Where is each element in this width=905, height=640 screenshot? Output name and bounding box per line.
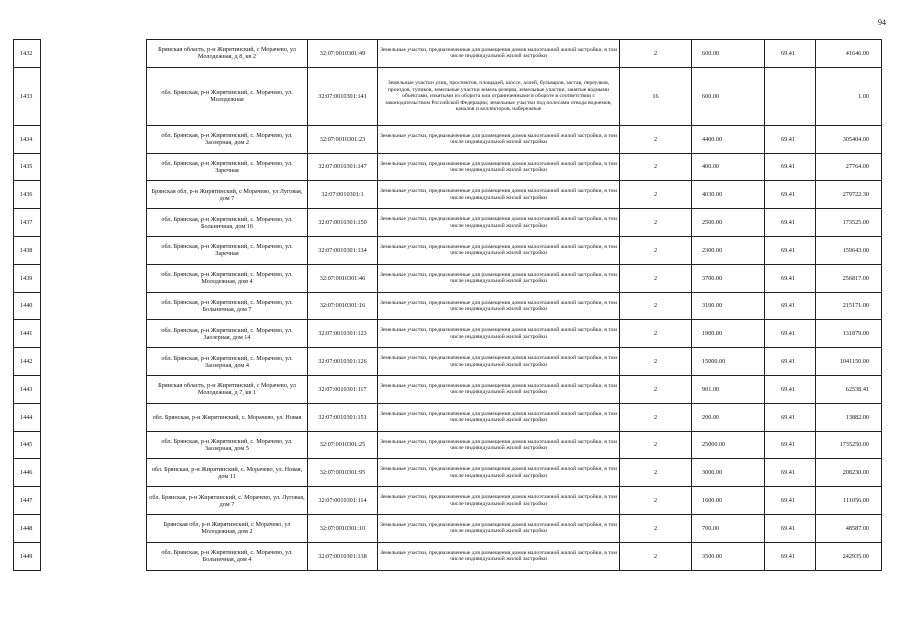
address-cell: обл. Брянская, р-н Жирятинский, с. Морачево, ул. Больничная, дом 16 [147, 209, 308, 237]
row-number-cell: 1432 [14, 40, 41, 68]
cadastral-value-cell: 41646.00 [816, 40, 882, 68]
land-use-cell: Земельные участки, предназначенные для размещения домов малоэтажной жилой застройки, в том числе индивидуальной жилой застройки [378, 40, 620, 68]
cadastral-value-cell: 13882.00 [816, 403, 882, 431]
table-row [14, 431, 882, 459]
table-row [14, 292, 882, 320]
address-cell: обл. Брянская, р-н Жирятинский, с. Морачево, ул. Новая, дом 11 [147, 459, 308, 487]
unit-value-cell: 69.41 [765, 125, 816, 153]
cadastral-value-cell: 279722.30 [816, 181, 882, 209]
spacer-cell [41, 125, 147, 153]
address-cell: обл. Брянская, р-н Жирятинский, с. Морачево, ул. Заозерная, дом 5 [147, 431, 308, 459]
cadastral-number-cell: 32:07:0010301:23 [308, 125, 378, 153]
use-group-code-cell: 2 [620, 403, 692, 431]
cadastral-number-cell: 32:07:0010301:150 [308, 209, 378, 237]
row-number-cell: 1438 [14, 236, 41, 264]
address-cell: обл. Брянская, р-н Жирятинский, с. Морачево, ул. Больничная, дом 4 [147, 542, 308, 570]
use-group-code-cell: 2 [620, 153, 692, 181]
cadastral-number-cell: 32:07:0010301:95 [308, 459, 378, 487]
use-group-code-cell: 2 [620, 542, 692, 570]
spacer-cell [41, 67, 147, 125]
row-number-cell: 1441 [14, 320, 41, 348]
land-use-cell: Земельные участки улиц, проспектов, площадей, шоссе, аллей, бульваров, застав, переулков, проездов, тупиков, земельные участки земель резерва, земельные участки, занятые водными объектами, изъятыми из оборота или ограниченными в обороте в соответствии с законодательством Российской Федерации; земельные участки под полосами отвода водоемов, каналов и коллекторов, набережные [378, 67, 620, 125]
cadastral-number-cell: 32:07:0010301:46 [308, 264, 378, 292]
cadastral-value-cell: 1735250.00 [816, 431, 882, 459]
table-row [14, 236, 882, 264]
spacer-cell [41, 403, 147, 431]
row-number-cell: 1433 [14, 67, 41, 125]
table-row [14, 67, 882, 125]
land-use-cell: Земельные участки, предназначенные для размещения домов малоэтажной жилой застройки, в том числе индивидуальной жилой застройки [378, 431, 620, 459]
address-cell: Брянская область, р-н Жирятинский, с Морачево, ул Молодежная, д 7, кв 1 [147, 375, 308, 403]
cadastral-number-cell: 32:07:0010301:147 [308, 153, 378, 181]
cadastral-value-cell: 173525.00 [816, 209, 882, 237]
row-number-cell: 1437 [14, 209, 41, 237]
table-row [14, 459, 882, 487]
use-group-code-cell: 2 [620, 264, 692, 292]
row-number-cell: 1446 [14, 459, 41, 487]
spacer-cell [41, 514, 147, 542]
address-cell: обл. Брянская, р-н Жирятинский, с. Морачево, ул. Молодежная [147, 67, 308, 125]
area-cell: 700.00 [692, 514, 765, 542]
table-row [14, 375, 882, 403]
row-number-cell: 1449 [14, 542, 41, 570]
use-group-code-cell: 2 [620, 487, 692, 515]
row-number-cell: 1447 [14, 487, 41, 515]
cadastral-number-cell: 32:07:0010301:49 [308, 40, 378, 68]
land-use-cell: Земельные участки, предназначенные для размещения домов малоэтажной жилой застройки, в том числе индивидуальной жилой застройки [378, 514, 620, 542]
unit-value-cell: 69.41 [765, 403, 816, 431]
cadastral-value-cell: 208230.00 [816, 459, 882, 487]
cadastral-number-cell: 32:07:0010301:123 [308, 320, 378, 348]
area-cell: 3100.00 [692, 292, 765, 320]
area-cell: 3500.00 [692, 542, 765, 570]
row-number-cell: 1439 [14, 264, 41, 292]
unit-value-cell: 69.41 [765, 209, 816, 237]
unit-value-cell: 69.41 [765, 459, 816, 487]
table-row [14, 40, 882, 68]
use-group-code-cell: 2 [620, 320, 692, 348]
cadastral-value-cell: 62538.41 [816, 375, 882, 403]
spacer-cell [41, 348, 147, 376]
area-cell: 1900.00 [692, 320, 765, 348]
use-group-code-cell: 2 [620, 292, 692, 320]
cadastral-number-cell: 32:07:0010301:141 [308, 67, 378, 125]
area-cell: 3000.00 [692, 459, 765, 487]
cadastral-value-cell: 48587.00 [816, 514, 882, 542]
use-group-code-cell: 2 [620, 181, 692, 209]
spacer-cell [41, 153, 147, 181]
table-row [14, 264, 882, 292]
address-cell: обл. Брянская, р-н Жирятинский, с. Морачево, ул. Заречная [147, 236, 308, 264]
use-group-code-cell: 2 [620, 514, 692, 542]
area-cell: 4400.00 [692, 125, 765, 153]
spacer-cell [41, 209, 147, 237]
row-number-cell: 1444 [14, 403, 41, 431]
table-row [14, 348, 882, 376]
unit-value-cell: 69.41 [765, 153, 816, 181]
land-use-cell: Земельные участки, предназначенные для размещения домов малоэтажной жилой застройки, в том числе индивидуальной жилой застройки [378, 125, 620, 153]
row-number-cell: 1442 [14, 348, 41, 376]
cadastral-number-cell: 32:07:0010301:25 [308, 431, 378, 459]
row-number-cell: 1436 [14, 181, 41, 209]
unit-value-cell: 69.41 [765, 487, 816, 515]
row-number-cell: 1445 [14, 431, 41, 459]
table-row [14, 153, 882, 181]
page-number: 94 [878, 18, 886, 27]
address-cell: обл. Брянская, р-н Жирятинский, с. Морачево, ул. Заозерная, дом 14 [147, 320, 308, 348]
table-row [14, 514, 882, 542]
table-row [14, 209, 882, 237]
area-cell: 1600.00 [692, 487, 765, 515]
area-cell: 901.00 [692, 375, 765, 403]
cadastral-value-cell: 305404.00 [816, 125, 882, 153]
cadastral-number-cell: 32:07:0010301:134 [308, 236, 378, 264]
area-cell: 15000.00 [692, 348, 765, 376]
table-row [14, 181, 882, 209]
area-cell: 600.00 [692, 40, 765, 68]
area-cell: 2300.00 [692, 236, 765, 264]
table-row [14, 320, 882, 348]
land-use-cell: Земельные участки, предназначенные для размещения домов малоэтажной жилой застройки, в том числе индивидуальной жилой застройки [378, 375, 620, 403]
area-cell: 25000.00 [692, 431, 765, 459]
spacer-cell [41, 431, 147, 459]
use-group-code-cell: 2 [620, 236, 692, 264]
cadastral-value-cell: 215171.00 [816, 292, 882, 320]
spacer-cell [41, 264, 147, 292]
use-group-code-cell: 2 [620, 375, 692, 403]
area-cell: 200.00 [692, 403, 765, 431]
cadastral-number-cell: 32:07:0010301:126 [308, 348, 378, 376]
cadastral-number-cell: 32:07:0010301:1 [308, 181, 378, 209]
address-cell: обл. Брянская, р-н Жирятинский, с. Морачево, ул. Новая [147, 403, 308, 431]
area-cell: 3700.00 [692, 264, 765, 292]
address-cell: обл. Брянская, р-н Жирятинский, с. Морачево, ул. Заречная [147, 153, 308, 181]
use-group-code-cell: 16 [620, 67, 692, 125]
use-group-code-cell: 2 [620, 209, 692, 237]
cadastral-value-cell: 242935.00 [816, 542, 882, 570]
unit-value-cell: 69.41 [765, 514, 816, 542]
use-group-code-cell: 2 [620, 125, 692, 153]
row-number-cell: 1434 [14, 125, 41, 153]
unit-value-cell: 69.41 [765, 264, 816, 292]
address-cell: обл. Брянская, р-н Жирятинский, с. Морачево, ул. Луговая, дом 7 [147, 487, 308, 515]
cadastral-value-cell: 159643.00 [816, 236, 882, 264]
spacer-cell [41, 459, 147, 487]
unit-value-cell: 69.41 [765, 431, 816, 459]
cadastral-number-cell: 32:07:0010301:114 [308, 487, 378, 515]
table-body [14, 40, 882, 571]
row-number-cell: 1440 [14, 292, 41, 320]
cadastral-value-cell: 27764.00 [816, 153, 882, 181]
unit-value-cell [765, 67, 816, 125]
cadastral-number-cell: 32:07:0010301:117 [308, 375, 378, 403]
land-use-cell: Земельные участки, предназначенные для размещения домов малоэтажной жилой застройки, в том числе индивидуальной жилой застройки [378, 292, 620, 320]
land-use-cell: Земельные участки, предназначенные для размещения домов малоэтажной жилой застройки, в том числе индивидуальной жилой застройки [378, 153, 620, 181]
cadastral-number-cell: 32:07:0010301:16 [308, 292, 378, 320]
cadastral-value-cell: 1041150.00 [816, 348, 882, 376]
spacer-cell [41, 292, 147, 320]
land-use-cell: Земельные участки, предназначенные для размещения домов малоэтажной жилой застройки, в том числе индивидуальной жилой застройки [378, 403, 620, 431]
land-use-cell: Земельные участки, предназначенные для размещения домов малоэтажной жилой застройки, в том числе индивидуальной жилой застройки [378, 264, 620, 292]
row-number-cell: 1443 [14, 375, 41, 403]
unit-value-cell: 69.41 [765, 348, 816, 376]
use-group-code-cell: 2 [620, 431, 692, 459]
unit-value-cell: 69.41 [765, 375, 816, 403]
spacer-cell [41, 181, 147, 209]
land-use-cell: Земельные участки, предназначенные для размещения домов малоэтажной жилой застройки, в том числе индивидуальной жилой застройки [378, 320, 620, 348]
cadastral-value-table [13, 39, 882, 571]
unit-value-cell: 69.41 [765, 542, 816, 570]
cadastral-value-cell: 256817.00 [816, 264, 882, 292]
land-use-cell: Земельные участки, предназначенные для размещения домов малоэтажной жилой застройки, в том числе индивидуальной жилой застройки [378, 348, 620, 376]
spacer-cell [41, 40, 147, 68]
area-cell: 4030.00 [692, 181, 765, 209]
unit-value-cell: 69.41 [765, 181, 816, 209]
address-cell: Брянская обл, р-н Жирятинский, с Морачево, ул Молодежная, дом 2 [147, 514, 308, 542]
land-use-cell: Земельные участки, предназначенные для размещения домов малоэтажной жилой застройки, в том числе индивидуальной жилой застройки [378, 236, 620, 264]
table-row [14, 125, 882, 153]
spacer-cell [41, 375, 147, 403]
cadastral-number-cell: 32:07:0010301:138 [308, 542, 378, 570]
unit-value-cell: 69.41 [765, 236, 816, 264]
cadastral-value-cell: 1.00 [816, 67, 882, 125]
area-cell: 400.00 [692, 153, 765, 181]
land-use-cell: Земельные участки, предназначенные для размещения домов малоэтажной жилой застройки, в том числе индивидуальной жилой застройки [378, 487, 620, 515]
table-row [14, 542, 882, 570]
land-use-cell: Земельные участки, предназначенные для размещения домов малоэтажной жилой застройки, в том числе индивидуальной жилой застройки [378, 542, 620, 570]
address-cell: обл. Брянская, р-н Жирятинский, с. Морачево, ул. Заозерная, дом 4 [147, 348, 308, 376]
cadastral-value-cell: 131879.00 [816, 320, 882, 348]
land-use-cell: Земельные участки, предназначенные для размещения домов малоэтажной жилой застройки, в том числе индивидуальной жилой застройки [378, 181, 620, 209]
spacer-cell [41, 236, 147, 264]
spacer-cell [41, 320, 147, 348]
cadastral-number-cell: 32:07:0010301:10 [308, 514, 378, 542]
cadastral-value-cell: 111056.00 [816, 487, 882, 515]
unit-value-cell: 69.41 [765, 320, 816, 348]
land-use-cell: Земельные участки, предназначенные для размещения домов малоэтажной жилой застройки, в том числе индивидуальной жилой застройки [378, 209, 620, 237]
address-cell: обл. Брянская, р-н Жирятинский, с. Морачево, ул. Больничная, дом 7 [147, 292, 308, 320]
address-cell: Брянская область, р-н Жирятинский, с Морачево, ул Молодежная, д 8, кв 2 [147, 40, 308, 68]
cadastral-number-cell: 32:07:0010301:151 [308, 403, 378, 431]
row-number-cell: 1448 [14, 514, 41, 542]
unit-value-cell: 69.41 [765, 292, 816, 320]
use-group-code-cell: 2 [620, 459, 692, 487]
unit-value-cell: 69.41 [765, 40, 816, 68]
use-group-code-cell: 2 [620, 40, 692, 68]
table-row [14, 403, 882, 431]
area-cell: 600.00 [692, 67, 765, 125]
land-use-cell: Земельные участки, предназначенные для размещения домов малоэтажной жилой застройки, в том числе индивидуальной жилой застройки [378, 459, 620, 487]
address-cell: обл. Брянская, р-н Жирятинский, с. Морачево, ул. Заозерная, дом 2 [147, 125, 308, 153]
address-cell: Брянская обл, р-н Жирятинский, с Морачево, ул Луговая, дом 7 [147, 181, 308, 209]
spacer-cell [41, 487, 147, 515]
row-number-cell: 1435 [14, 153, 41, 181]
table-row [14, 487, 882, 515]
spacer-cell [41, 542, 147, 570]
area-cell: 2500.00 [692, 209, 765, 237]
use-group-code-cell: 2 [620, 348, 692, 376]
address-cell: обл. Брянская, р-н Жирятинский, с. Морачево, ул. Молодежная, дом 4 [147, 264, 308, 292]
